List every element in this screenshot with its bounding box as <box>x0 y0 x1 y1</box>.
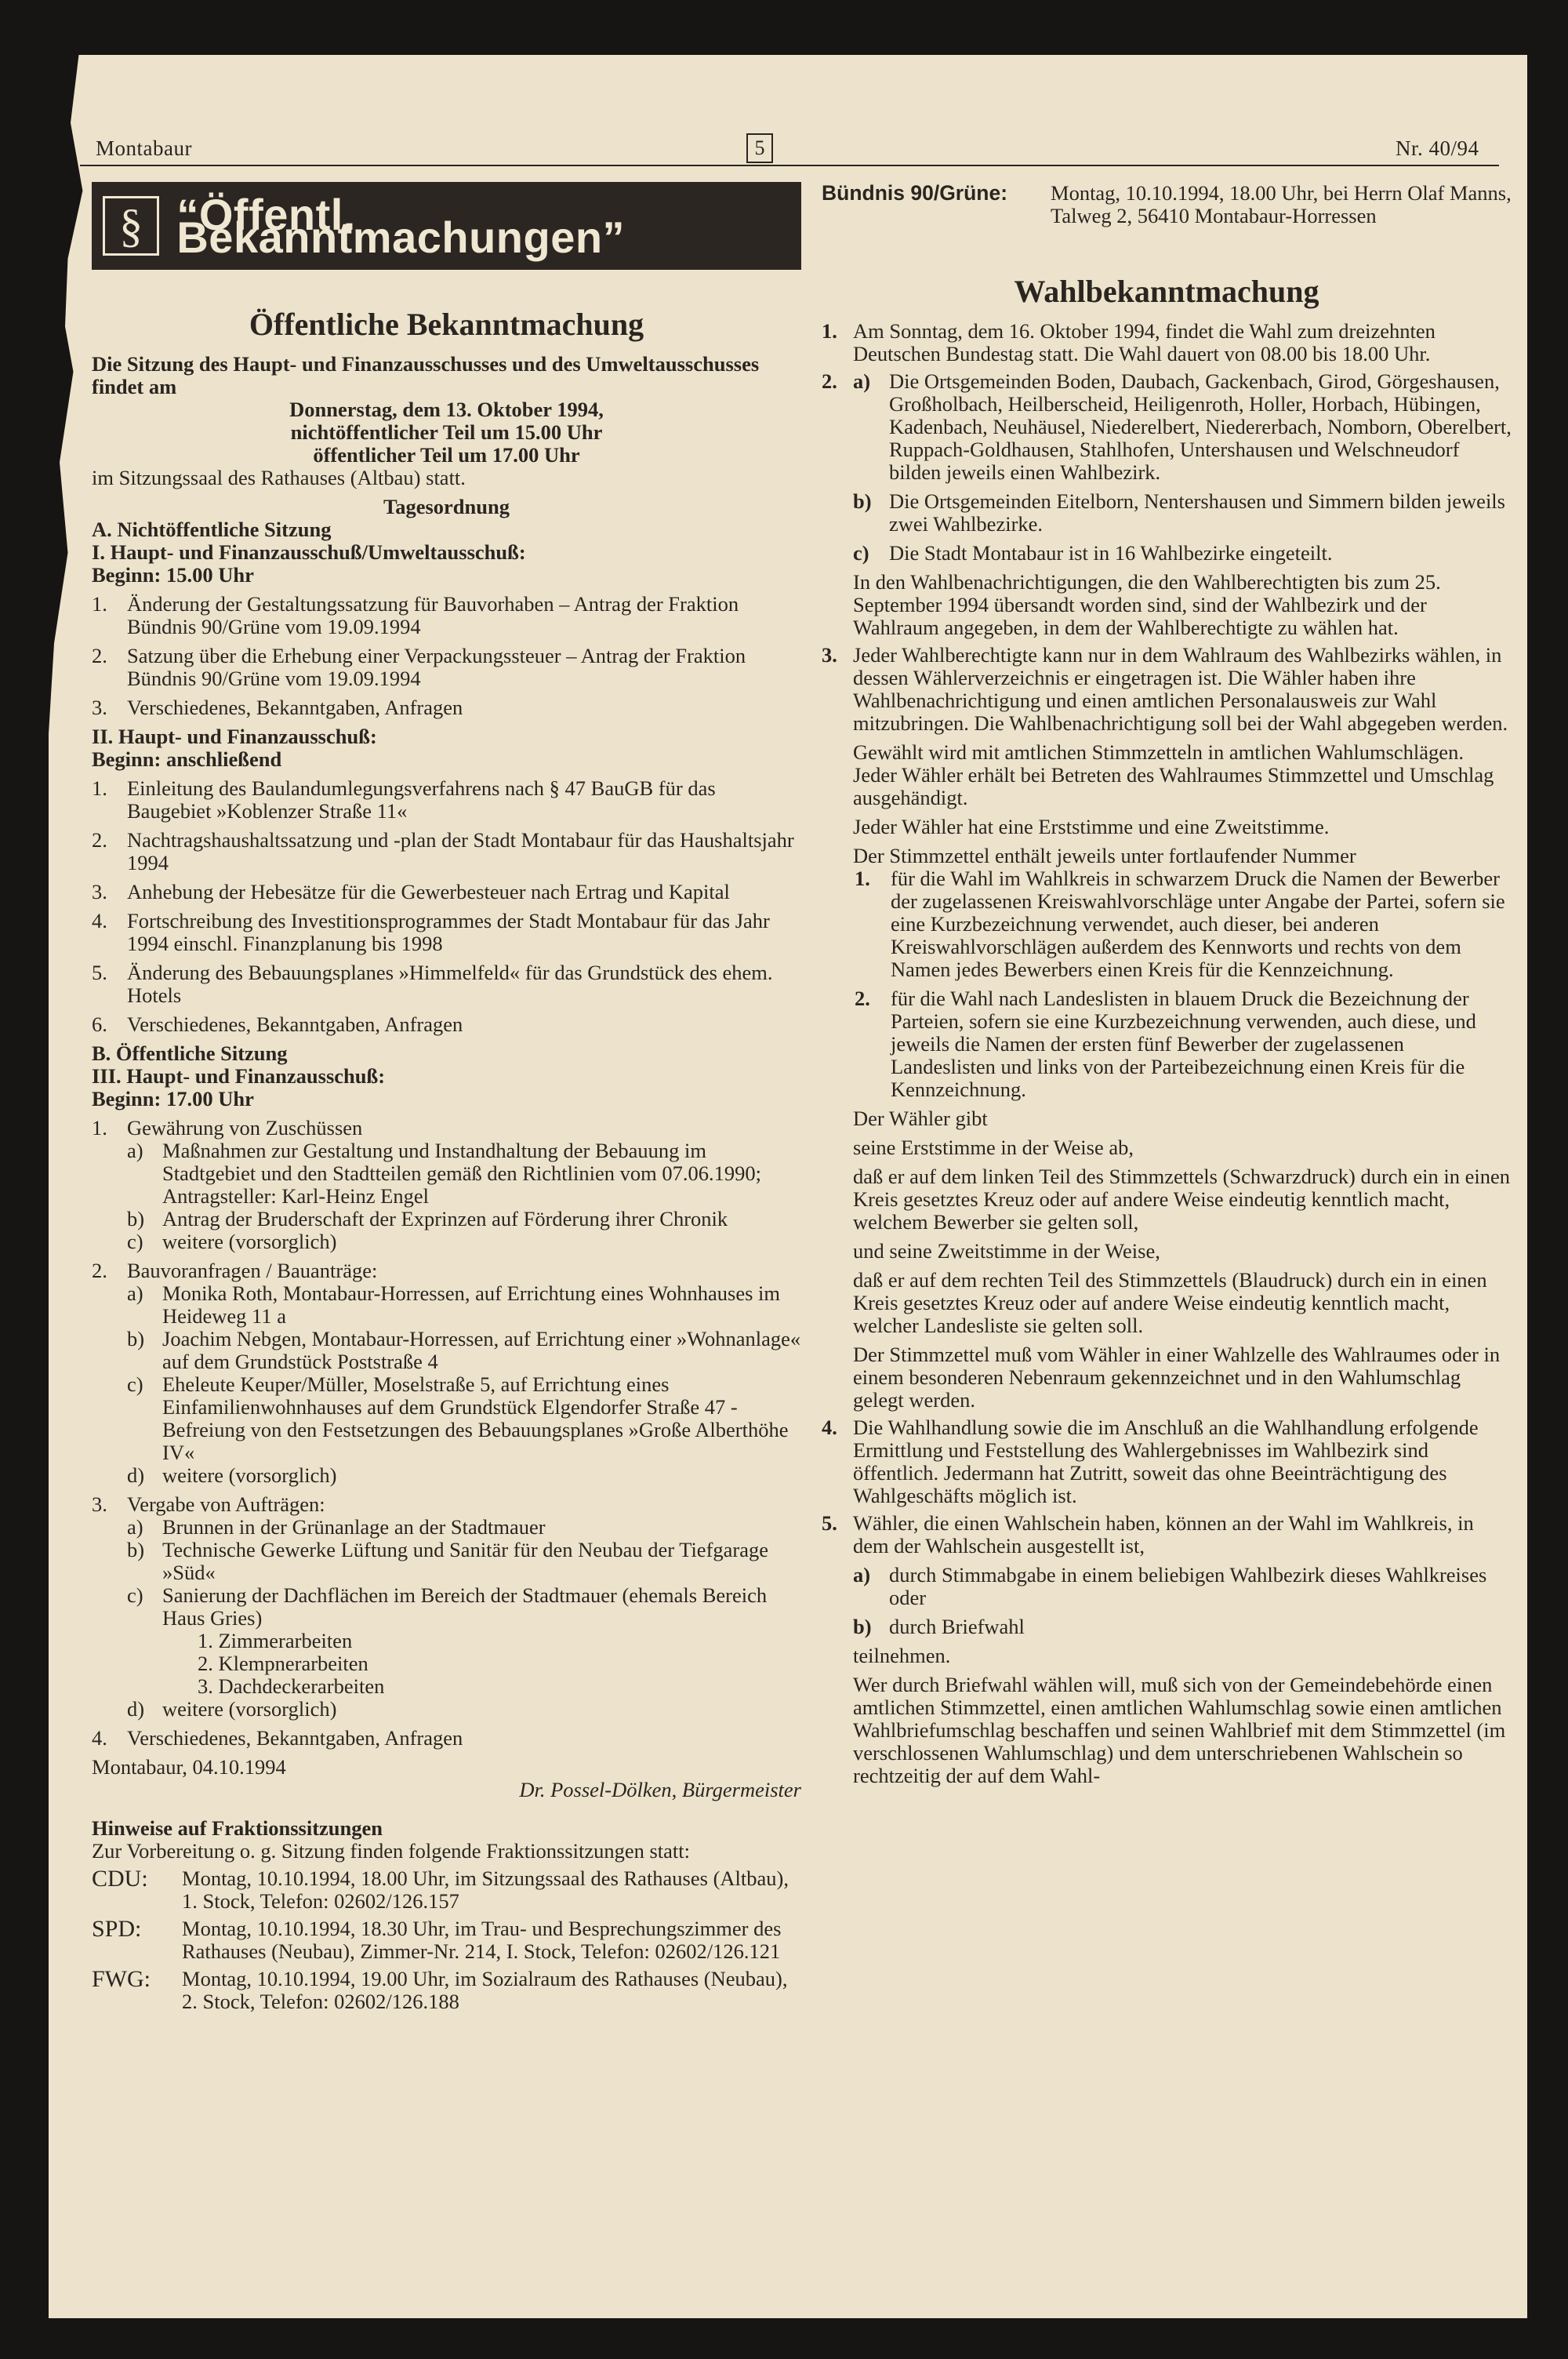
sub-sub-item: 1. Zimmerarbeiten <box>198 1629 353 1652</box>
hint-intro: Zur Vorbereitung o. g. Sitzung finden folgende Fraktionssitzungen statt: <box>92 1839 690 1863</box>
party-meeting: CDU: Montag, 10.10.1994, 18.00 Uhr, im Sitzungssaal des Rathauses (Altbau), 1. Stock, Telefon: 02602/126.157 <box>92 1866 789 1913</box>
section-b: B. Öffentliche Sitzung <box>92 1041 288 1065</box>
sub-item: 1. für die Wahl im Wahlkreis in schwarzem Druck die Namen der Bewerber der zugelassenen Kreiswahlvorschläge unter Angabe der Partei, sofern sie eine Kurzbezeichnung verwendet, auch dieser, bei anderen Kreiswahlvorschlägen außerdem des Kennworts und rechts von dem Namen jedes Bewerbers einen Kreis für die Kennzeichnung. <box>855 867 1505 981</box>
list-item: 4. Verschiedenes, Bekanntgaben, Anfragen <box>92 1726 463 1750</box>
list-item: 6. Verschiedenes, Bekanntgaben, Anfragen <box>92 1012 463 1036</box>
notice-location: im Sitzungssaal des Rathauses (Altbau) statt. <box>92 466 466 489</box>
sub-item: b) Antrag der Bruderschaft der Exprinzen auf Förderung ihrer Chronik <box>127 1207 728 1230</box>
list-item: 2. Satzung über die Erhebung einer Verpackungssteuer – Antrag der Fraktion Bündnis 90/Grüne vom 19.09.1994 <box>92 644 746 690</box>
section-iii-begin: Beginn: 17.00 Uhr <box>92 1087 254 1110</box>
sub-item: 2. für die Wahl nach Landeslisten in blauem Druck die Bezeichnung der Parteien, sofern sie eine Kurzbezeichnung verwenden, auch diese, und jeweils die Namen der ersten fünf Bewerber der zugelassenen Landeslisten und links von der Parteibezeichnung einen Kreis für die Kennzeichnung. <box>855 987 1476 1101</box>
list-item: 1. Einleitung des Baulandumlegungsverfahrens nach § 47 BauGB für das Baugebiet »Koblenzer Straße 11« <box>92 776 716 823</box>
section-banner <box>92 182 801 270</box>
notice-intro: Die Sitzung des Haupt- und Finanzausschusses und des Umweltausschusses findet am <box>92 352 760 398</box>
section-ii-begin: Beginn: anschließend <box>92 747 282 771</box>
list-item: 3. Vergabe von Aufträgen: <box>92 1492 325 1516</box>
page-number: 5 <box>746 133 773 163</box>
sign-name: Dr. Possel-Dölken, Bürgermeister <box>519 1778 801 1801</box>
section-ii: II. Haupt- und Finanzausschuß: <box>92 725 377 748</box>
sub-sub-item: 3. Dachdeckerarbeiten <box>198 1674 385 1698</box>
sub-item: a) Maßnahmen zur Gestaltung und Instandhaltung der Bebauung im Stadtgebiet und den Stadtteilen gemäß den Richtlinien vom 07.06.1990; Antragsteller: Karl-Heinz Engel <box>127 1139 761 1208</box>
date-line: öffentlicher Teil um 17.00 Uhr <box>313 443 580 467</box>
list-item: 1. Gewährung von Zuschüssen <box>92 1116 363 1140</box>
hint-title: Hinweise auf Fraktionssitzungen <box>92 1816 383 1840</box>
banner-title: “Öffentl. Bekanntmachungen” <box>176 190 626 262</box>
sub-item: c) Eheleute Keuper/Müller, Moselstraße 5, auf Errichtung eines Einfamilienwohnhauses auf dem Grundstück Elgendorfer Straße 47 - Befreiung von den Festsetzungen des Bebauungsplanes »Große Alberthöhe IV« <box>127 1372 789 1464</box>
issue-number: Nr. 40/94 <box>1396 136 1479 160</box>
list-item: 3. Jeder Wahlberechtigte kann nur in dem Wahlraum des Wahlbezirks wählen, in dessen Wählerverzeichnis er eingetragen ist. Die Wähler haben ihre Wahlbenachrichtigung und einen amtlichen Personalausweis zur Wahl mitzubringen. Die Wahlbenachrichtigung soll bei der Wahl abgegeben werden. Gewählt wird mit amtlichen Stimmzetteln in amtlichen Wahlumschlägen. Jeder Wähler erhält bei Betreten des Wahlraumes Stimmzettel und Umschlag ausgehändigt. Jeder Wähler hat eine Erststimme und eine Zweitstimme. Der Stimmzettel enthält jeweils unter fortlaufender Nummer 1. für die Wahl im Wahlkreis in schwarzem Druck die Namen der Bewerber der zugelassenen Kreiswahlvorschläge unter Angabe der Partei, sofern sie eine Kurzbezeichnung verwendet, auch dieser, bei anderen Kreiswahlvorschlägen außerdem des Kennworts und rechts von dem Namen jedes Bewerbers einen Kreis für die Kennzeichnung. 2. für die Wahl nach Landeslisten in blauem Druck die Bezeichnung der Parteien, sofern sie eine Kurzbezeichnung verwenden, auch diese, und jeweils die Namen der ersten fünf Bewerber der zugelassenen Landeslisten und links von der Parteibezeichnung einen Kreis für die Kennzeichnung. Der Wähler gibt seine Erststimme in der Weise ab, daß er auf dem linken Teil des Stimmzettels (Schwarzdruck) durch ein in einen Kreis gesetztes Kreuz oder auf andere Weise eindeutig kenntlich macht, welchem Bewerber sie gelten soll, und seine Zweitstimme in der Weise, daß er auf dem rechten Teil des Stimmzettels (Blaudruck) durch ein in einen Kreis gesetztes Kreuz oder auf andere Weise eindeutig kenntlich macht, welcher Landesliste sie gelten soll. Der Stimmzettel muß vom Wähler in einer Wahlzelle des Wahlraumes oder in einem besonderen Nebenraum gekennzeichnet und in den Wahlumschlag gelegt werden. <box>822 643 1511 1412</box>
sub-item: a) Monika Roth, Montabaur-Horressen, auf Errichtung eines Wohnhauses im Heideweg 11 a <box>127 1281 780 1328</box>
sub-item: c) Die Stadt Montabaur ist in 16 Wahlbezirke eingeteilt. <box>853 541 1333 565</box>
list-item: 1. Änderung der Gestaltungssatzung für Bauvorhaben – Antrag der Fraktion Bündnis 90/Grüne vom 19.09.1994 <box>92 592 739 638</box>
header-town: Montabaur <box>96 136 192 160</box>
party-meeting: Bündnis 90/Grüne: Montag, 10.10.1994, 18.00 Uhr, bei Herrn Olaf Manns, Talweg 2, 56410 Montabaur-Horressen <box>822 181 1512 227</box>
list-item: 4. Die Wahlhandlung sowie die im Anschluß an die Wahlhandlung erfolgende Ermittlung und Feststellung des Wahlergebnisses im Wahlbezirk sind öffentlich. Jedermann hat Zutritt, soweit das ohne Beeinträchtigung des Wahlgeschäfts möglich ist. <box>822 1416 1479 1507</box>
section-i: I. Haupt- und Finanzausschuß/Umweltausschuß: <box>92 540 526 564</box>
sub-sub-item: 2. Klempnerarbeiten <box>198 1652 368 1675</box>
list-item: 3. Verschiedenes, Bekanntgaben, Anfragen <box>92 696 463 719</box>
election-heading: Wahlbekanntmachung <box>1014 274 1319 309</box>
header-rule <box>80 165 1499 166</box>
list-item: 2. Nachtragshaushaltssatzung und -plan der Stadt Montabaur für das Haushaltsjahr 1994 <box>92 828 794 874</box>
party-meeting: SPD: Montag, 10.10.1994, 18.30 Uhr, im Trau- und Besprechungszimmer des Rathauses (Neubau), Zimmer-Nr. 214, I. Stock, Telefon: 02602/126.121 <box>92 1916 782 1963</box>
list-item: 5. Wähler, die einen Wahlschein haben, können an der Wahl im Wahlkreis, in dem der Wahlschein ausgestellt ist, a) durch Stimmabgabe in einem beliebigen Wahlbezirk dieses Wahlkreises oder b) durch Briefwahl teilnehmen. Wer durch Briefwahl wählen will, muß sich von der Gemeindebehörde einen amtlichen Stimmzettel, einen amtlichen Wahlumschlag sowie einen amtlichen Wahlbriefumschlag beschaffen und seinen Wahlbrief mit dem Stimmzettel (im verschlossenen Wahlumschlag) und dem unterschriebenen Wahlschein so rechtzeitig der auf dem Wahl- <box>822 1512 1512 1787</box>
sub-item: d) weitere (vorsorglich) <box>127 1463 337 1487</box>
date-line: Donnerstag, dem 13. Oktober 1994, <box>289 398 604 421</box>
list-item: 5. Änderung des Bebauungsplanes »Himmelfeld« für das Grundstück des ehem. Hotels <box>92 961 773 1007</box>
date-line: nichtöffentlicher Teil um 15.00 Uhr <box>290 420 603 444</box>
list-item: 3. Anhebung der Hebesätze für die Gewerbesteuer nach Ertrag und Kapital <box>92 880 730 903</box>
agenda-title: Tagesordnung <box>383 495 510 518</box>
sub-item: c) weitere (vorsorglich) <box>127 1230 337 1253</box>
list-item: 4. Fortschreibung des Investitionsprogrammes der Stadt Montabaur für das Jahr 1994 einschl. Finanzplanung bis 1998 <box>92 909 770 955</box>
sub-item: b) Technische Gewerke Lüftung und Sanitär für den Neubau der Tiefgarage »Süd« <box>127 1538 769 1584</box>
sub-item: d) weitere (vorsorglich) <box>127 1697 337 1721</box>
notice-heading: Öffentliche Bekanntmachung <box>249 307 644 342</box>
section-i-begin: Beginn: 15.00 Uhr <box>92 563 254 587</box>
sub-item: c) Sanierung der Dachflächen im Bereich der Stadtmauer (ehemals Bereich Haus Gries) <box>127 1583 768 1630</box>
sub-item: b) durch Briefwahl <box>853 1615 1025 1638</box>
list-item: 2. a) Die Ortsgemeinden Boden, Daubach, Gackenbach, Girod, Görgeshausen, Großholbach, Heilberscheid, Heiligenroth, Holler, Horbach, Hübingen, Kadenbach, Neuhäusel, Niederelbert, Niedererbach, Nomborn, Oberelbert, Ruppach-Goldhausen, Stahlhofen, Untershausen und Welschneudorf bilden jeweils einen Wahlbezirk. b) Die Ortsgemeinden Eitelborn, Nentershausen und Simmern bilden jeweils zwei Wahlbezirke. c) Die Stadt Montabaur ist in 16 Wahlbezirke eingeteilt. In den Wahlbenachrichtigungen, die den Wahlberechtigten bis zum 25. September 1994 übersandt worden sind, sind der Wahlbezirk und der Wahlraum angegeben, in dem der Wahlberechtigte zu wählen hat. <box>822 369 1512 639</box>
party-meeting: FWG: Montag, 10.10.1994, 19.00 Uhr, im Sozialraum des Rathauses (Neubau), 2. Stock, Telefon: 02602/126.188 <box>92 1966 788 2013</box>
sub-item: a) Die Ortsgemeinden Boden, Daubach, Gackenbach, Girod, Görgeshausen, Großholbach, Heilberscheid, Heiligenroth, Holler, Horbach, Hübingen, Kadenbach, Neuhäusel, Niederelbert, Niedererbach, Nomborn, Oberelbert, Ruppach-Goldhausen, Stahlhofen, Untershausen und Welschneudorf bilden jeweils einen Wahlbezirk. <box>853 369 1512 484</box>
list-item: 1. Am Sonntag, dem 16. Oktober 1994, findet die Wahl zum dreizehnten Deutschen Bundestag statt. Die Wahl dauert von 08.00 bis 18.00 Uhr. <box>822 319 1436 365</box>
sign-place: Montabaur, 04.10.1994 <box>92 1755 286 1779</box>
paragraph-sign-icon: § <box>103 196 159 256</box>
sub-item: a) Brunnen in der Grünanlage an der Stadtmauer <box>127 1515 546 1539</box>
signature-block <box>92 1756 801 1779</box>
left-column <box>92 182 801 2013</box>
section-a: A. Nichtöffentliche Sitzung <box>92 518 332 541</box>
sub-item: a) durch Stimmabgabe in einem beliebigen Wahlbezirk dieses Wahlkreises oder <box>853 1563 1487 1609</box>
sub-item: b) Die Ortsgemeinden Eitelborn, Nentershausen und Simmern bilden jeweils zwei Wahlbezirke. <box>853 489 1505 536</box>
newspaper-page <box>49 55 1527 2318</box>
list-item: 2. Bauvoranfragen / Bauanträge: <box>92 1259 378 1282</box>
sub-item: b) Joachim Nebgen, Montabaur-Horressen, auf Errichtung einer »Wohnanlage« auf dem Grundstück Poststraße 4 <box>127 1327 801 1373</box>
right-column <box>822 182 1512 1787</box>
section-iii: III. Haupt- und Finanzausschuß: <box>92 1064 386 1088</box>
